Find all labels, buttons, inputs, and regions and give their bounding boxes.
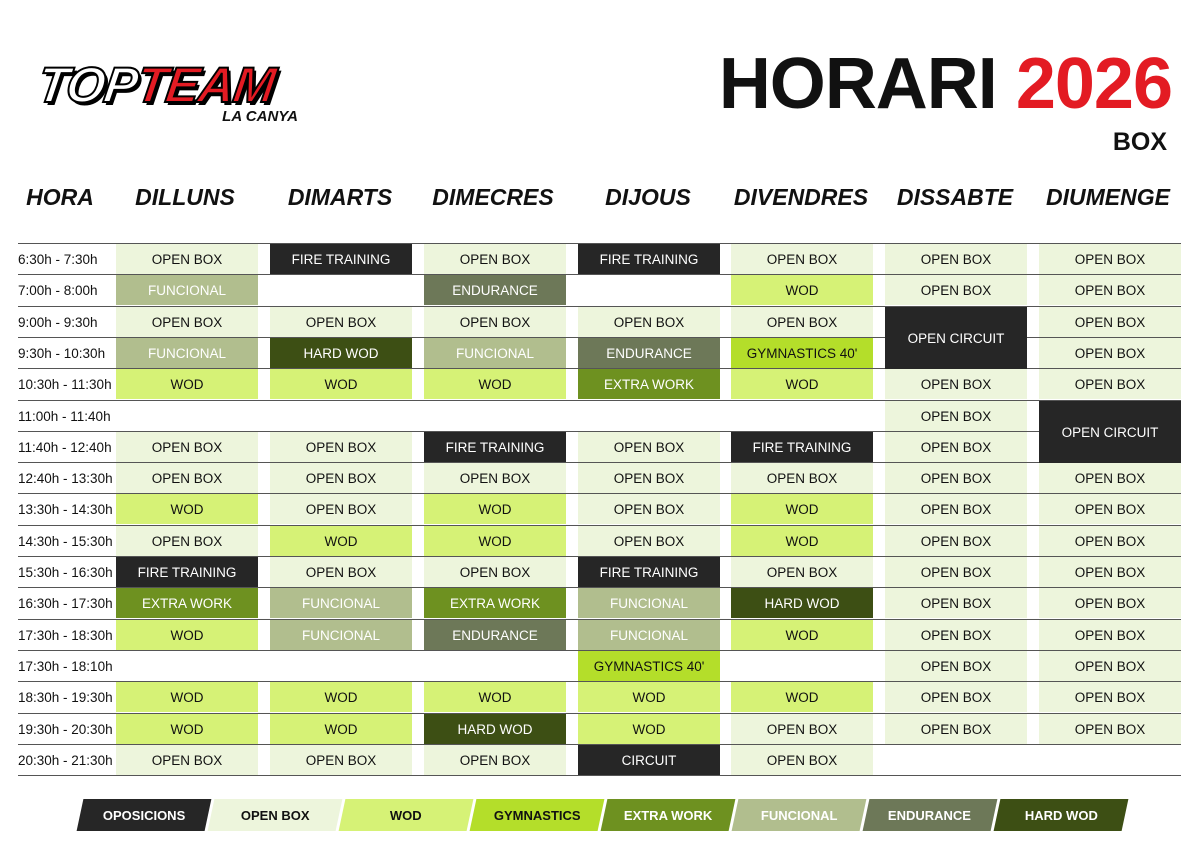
class-slot: OPEN BOX <box>885 526 1027 556</box>
class-slot: WOD <box>116 620 258 650</box>
legend-item-gymnastics <box>470 799 605 831</box>
class-slot: OPEN BOX <box>885 244 1027 274</box>
class-slot: OPEN BOX <box>885 714 1027 744</box>
time-label: 10:30h - 11:30h <box>18 377 112 392</box>
class-slot: WOD <box>731 369 873 399</box>
class-slot: WOD <box>270 526 412 556</box>
class-slot: WOD <box>731 494 873 524</box>
class-slot: OPEN BOX <box>885 588 1027 618</box>
class-slot: OPEN BOX <box>270 432 412 462</box>
class-slot: WOD <box>424 369 566 399</box>
time-label: 18:30h - 19:30h <box>18 690 113 705</box>
column-header-dilluns: DILLUNS <box>135 184 235 210</box>
legend-item-funcional <box>732 799 867 831</box>
class-slot: OPEN BOX <box>1039 557 1181 587</box>
class-slot: WOD <box>424 494 566 524</box>
title-year: 2026 <box>1015 44 1172 124</box>
topteam-logo <box>34 56 320 132</box>
class-slot: OPEN BOX <box>731 714 873 744</box>
class-slot: OPEN BOX <box>731 307 873 337</box>
class-slot: OPEN BOX <box>885 682 1027 712</box>
column-header-hora: HORA <box>26 184 94 210</box>
class-slot: WOD <box>116 714 258 744</box>
legend-label: WOD <box>390 807 422 823</box>
class-slot: OPEN BOX <box>578 432 720 462</box>
class-slot: FUNCIONAL <box>424 338 566 368</box>
class-slot: FIRE TRAINING <box>116 557 258 587</box>
class-slot: OPEN BOX <box>116 244 258 274</box>
class-slot: HARD WOD <box>731 588 873 618</box>
class-slot: OPEN BOX <box>270 494 412 524</box>
class-slot: FUNCIONAL <box>116 275 258 305</box>
legend-item-hard-wod <box>994 799 1129 831</box>
legend-label: GYMNASTICS <box>493 807 581 823</box>
class-slot: OPEN BOX <box>424 244 566 274</box>
class-slot: OPEN BOX <box>270 745 412 775</box>
legend-label: FUNCIONAL <box>760 807 838 823</box>
class-slot: WOD <box>578 682 720 712</box>
class-slot: OPEN BOX <box>1039 588 1181 618</box>
class-slot: OPEN BOX <box>731 557 873 587</box>
class-slot: WOD <box>270 369 412 399</box>
legend-item-open-box <box>208 799 343 831</box>
class-slot: WOD <box>116 682 258 712</box>
time-label: 7:00h - 8:00h <box>18 283 98 298</box>
class-slot: OPEN BOX <box>116 745 258 775</box>
legend-label: EXTRA WORK <box>623 807 713 823</box>
class-slot: OPEN BOX <box>1039 307 1181 337</box>
page-subtitle: BOX <box>1112 128 1167 156</box>
class-slot: OPEN BOX <box>885 369 1027 399</box>
class-slot: FUNCIONAL <box>270 620 412 650</box>
class-slot: OPEN BOX <box>885 651 1027 681</box>
class-slot: HARD WOD <box>270 338 412 368</box>
legend-label: OPEN BOX <box>240 807 310 823</box>
class-slot: OPEN BOX <box>270 307 412 337</box>
time-label: 15:30h - 16:30h <box>18 565 113 580</box>
class-slot: OPEN BOX <box>578 463 720 493</box>
column-header-dimarts: DIMARTS <box>287 184 393 210</box>
class-slot: EXTRA WORK <box>424 588 566 618</box>
time-label: 12:40h - 13:30h <box>18 471 113 486</box>
class-slot: OPEN BOX <box>1039 463 1181 493</box>
class-slot: OPEN BOX <box>1039 494 1181 524</box>
class-slot: OPEN BOX <box>885 463 1027 493</box>
class-slot: ENDURANCE <box>424 275 566 305</box>
class-slot: OPEN BOX <box>424 463 566 493</box>
class-slot: OPEN BOX <box>1039 682 1181 712</box>
class-slot: FUNCIONAL <box>116 338 258 368</box>
class-slot: OPEN CIRCUIT <box>885 307 1027 369</box>
class-slot: OPEN BOX <box>1039 244 1181 274</box>
logo-location: LA CANYA <box>222 108 298 125</box>
legend-label: OPOSICIONS <box>102 807 186 823</box>
class-slot: OPEN BOX <box>1039 275 1181 305</box>
time-label: 17:30h - 18:30h <box>18 628 113 643</box>
class-slot: FIRE TRAINING <box>270 244 412 274</box>
time-label: 20:30h - 21:30h <box>18 753 113 768</box>
time-label: 19:30h - 20:30h <box>18 722 113 737</box>
class-slot: ENDURANCE <box>424 620 566 650</box>
class-slot: EXTRA WORK <box>116 588 258 618</box>
column-header-diumenge: DIUMENGE <box>1046 184 1170 210</box>
class-slot: WOD <box>731 682 873 712</box>
time-label: 6:30h - 7:30h <box>18 252 98 267</box>
class-slot: OPEN BOX <box>116 307 258 337</box>
class-slot: OPEN BOX <box>116 463 258 493</box>
class-slot: WOD <box>578 714 720 744</box>
class-slot: OPEN BOX <box>270 463 412 493</box>
class-slot: OPEN BOX <box>1039 714 1181 744</box>
class-slot: OPEN BOX <box>424 745 566 775</box>
class-slot: FIRE TRAINING <box>578 244 720 274</box>
class-slot: OPEN BOX <box>578 526 720 556</box>
row-divider <box>18 775 1181 776</box>
class-slot: WOD <box>731 526 873 556</box>
class-slot: WOD <box>270 714 412 744</box>
column-header-dissabte: DISSABTE <box>896 184 1014 210</box>
class-slot: OPEN BOX <box>1039 338 1181 368</box>
class-slot: WOD <box>270 682 412 712</box>
class-slot: FIRE TRAINING <box>424 432 566 462</box>
class-slot: OPEN BOX <box>116 526 258 556</box>
class-slot: OPEN BOX <box>1039 526 1181 556</box>
class-slot: OPEN BOX <box>424 307 566 337</box>
legend-item-oposicions <box>77 799 212 831</box>
time-label: 13:30h - 14:30h <box>18 502 113 517</box>
class-slot: FUNCIONAL <box>578 588 720 618</box>
time-label: 9:30h - 10:30h <box>18 346 106 361</box>
time-label: 11:40h - 12:40h <box>18 440 112 455</box>
logo-wordmark <box>34 56 279 114</box>
class-slot: WOD <box>116 494 258 524</box>
class-slot: OPEN BOX <box>885 557 1027 587</box>
column-header-dimecres: DIMECRES <box>432 184 554 210</box>
class-slot: WOD <box>116 369 258 399</box>
class-slot: OPEN BOX <box>1039 620 1181 650</box>
class-slot: HARD WOD <box>424 714 566 744</box>
time-label: 11:00h - 11:40h <box>18 409 111 424</box>
class-slot: OPEN CIRCUIT <box>1039 401 1181 463</box>
page-title <box>719 44 1172 124</box>
title-word: HORARI <box>718 44 997 124</box>
class-slot: OPEN BOX <box>1039 651 1181 681</box>
class-slot: OPEN BOX <box>116 432 258 462</box>
class-slot: OPEN BOX <box>885 401 1027 431</box>
class-slot: OPEN BOX <box>885 620 1027 650</box>
class-slot: WOD <box>424 526 566 556</box>
class-slot: WOD <box>731 620 873 650</box>
class-slot: OPEN BOX <box>885 494 1027 524</box>
time-label: 14:30h - 15:30h <box>18 534 113 549</box>
class-slot: EXTRA WORK <box>578 369 720 399</box>
class-slot: CIRCUIT <box>578 745 720 775</box>
column-header-divendres: DIVENDRES <box>733 184 869 210</box>
legend-item-endurance <box>863 799 998 831</box>
class-slot: GYMNASTICS 40' <box>731 338 873 368</box>
column-header-dijous: DIJOUS <box>605 184 691 210</box>
class-slot: FIRE TRAINING <box>731 432 873 462</box>
class-slot: OPEN BOX <box>578 307 720 337</box>
time-label: 17:30h - 18:10h <box>18 659 113 674</box>
class-slot: OPEN BOX <box>424 557 566 587</box>
class-slot: OPEN BOX <box>885 275 1027 305</box>
legend-label: ENDURANCE <box>888 807 972 823</box>
class-slot: FIRE TRAINING <box>578 557 720 587</box>
class-slot: OPEN BOX <box>731 745 873 775</box>
class-slot: OPEN BOX <box>270 557 412 587</box>
class-slot: FUNCIONAL <box>270 588 412 618</box>
time-label: 16:30h - 17:30h <box>18 596 113 611</box>
class-slot: WOD <box>424 682 566 712</box>
legend-item-extra-work <box>601 799 736 831</box>
class-slot: OPEN BOX <box>578 494 720 524</box>
class-slot: OPEN BOX <box>885 432 1027 462</box>
class-slot: GYMNASTICS 40' <box>578 651 720 681</box>
time-label: 9:00h - 9:30h <box>18 315 98 330</box>
legend-item-wod <box>339 799 474 831</box>
class-slot: ENDURANCE <box>578 338 720 368</box>
logo-team: TEAM <box>132 57 279 113</box>
class-slot: OPEN BOX <box>731 463 873 493</box>
legend-label: HARD WOD <box>1024 807 1098 823</box>
logo-top: TOP <box>34 57 141 113</box>
class-slot: OPEN BOX <box>731 244 873 274</box>
class-slot: FUNCIONAL <box>578 620 720 650</box>
class-slot: OPEN BOX <box>1039 369 1181 399</box>
class-slot: WOD <box>731 275 873 305</box>
